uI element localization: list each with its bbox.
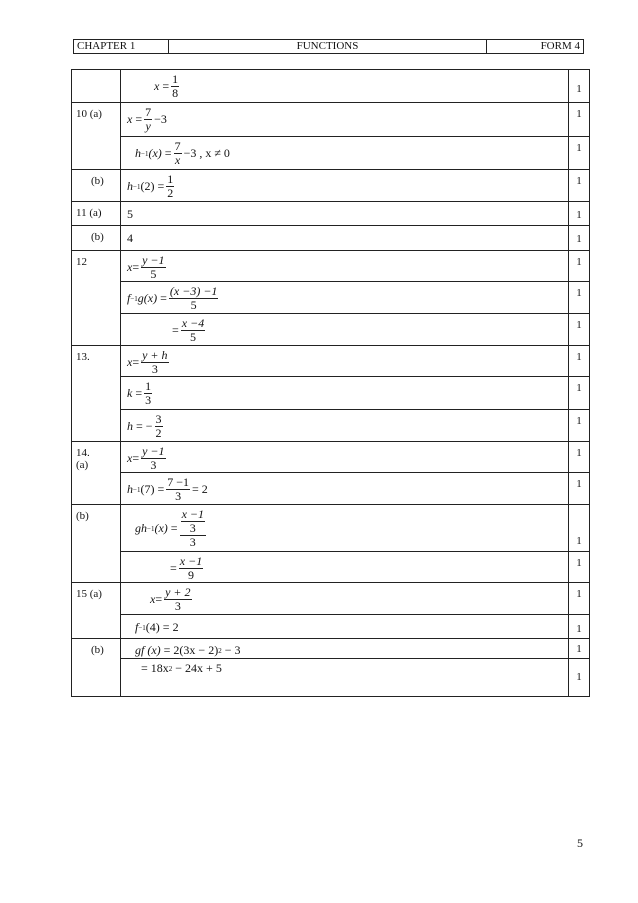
table-row	[72, 70, 590, 103]
marking-scheme-table	[71, 69, 590, 697]
mark: 1	[569, 505, 590, 552]
table-row	[72, 377, 590, 410]
working-cell	[121, 170, 569, 202]
question-number: (b)	[72, 639, 121, 697]
mark: 1	[569, 659, 590, 697]
working-cell	[121, 251, 569, 282]
table-row	[72, 346, 590, 377]
question-number: 13.	[72, 346, 121, 442]
table-row	[72, 639, 590, 659]
mark: 1	[569, 639, 590, 659]
working-cell	[121, 137, 569, 170]
working-cell	[121, 377, 569, 410]
table-row	[72, 282, 590, 314]
mark: 1	[569, 282, 590, 314]
fraction: $\frac{7 -1}{3}$	[167, 475, 190, 503]
expression: x = $\frac{y + 2}{3}$	[150, 585, 191, 613]
page-number: 5	[577, 836, 583, 850]
question-number: (b)	[72, 505, 121, 583]
question-number: 15 (a)	[72, 583, 121, 639]
table-row	[72, 137, 590, 170]
mark: 1	[569, 473, 590, 505]
mark: 1	[569, 442, 590, 473]
table-row	[72, 552, 590, 583]
fraction: $\frac{x -4}{5}$	[181, 316, 205, 344]
fraction: $\frac{7}{x}$	[174, 139, 181, 167]
working-cell	[121, 639, 569, 659]
mark: 1	[569, 226, 590, 251]
expression: h = − $\frac{3}{2}$	[127, 412, 162, 440]
question-number: (b)	[72, 170, 121, 202]
expression: = 18x 2 − 24x + 5	[141, 661, 222, 675]
mark: 1	[569, 251, 590, 282]
expression: = $\frac{x -4}{5}$	[172, 316, 205, 344]
expression: f −1 g(x) = $\frac{(x -3) -1}{5}$	[127, 284, 218, 312]
mark: 1	[569, 615, 590, 639]
working-cell	[121, 552, 569, 583]
table-row	[72, 473, 590, 505]
page-header	[73, 39, 584, 54]
answer-text: 5	[127, 207, 133, 221]
complex-fraction: $\frac{\frac{x -1}{3}}{3}$	[181, 507, 204, 549]
question-number: (b)	[72, 226, 121, 251]
expression: k = $\frac{1}{3}$	[127, 379, 152, 407]
mark: 1	[569, 170, 590, 202]
fraction: $\frac{y -1}{5}$	[142, 253, 165, 281]
working-cell	[121, 103, 569, 137]
working-cell	[121, 70, 569, 103]
mark: 1	[569, 202, 590, 226]
fraction: $\frac{7}{y}$	[145, 105, 152, 133]
mark: 1	[569, 314, 590, 346]
chapter-title: FUNCTIONS	[169, 39, 487, 54]
fraction: $\frac{1}{2}$	[167, 172, 174, 200]
working-cell	[121, 615, 569, 639]
mark: 1	[569, 552, 590, 583]
table-row	[72, 505, 590, 552]
mark: 1	[569, 346, 590, 377]
expression: x = $\frac{y + h}{3}$	[127, 348, 168, 376]
mark: 1	[569, 410, 590, 442]
mark: 1	[569, 103, 590, 137]
expression: h −1 (x) = $\frac{7}{x}$ −3 , x ≠ 0	[135, 139, 230, 167]
working-cell	[121, 473, 569, 505]
expression: h −1 (2) = $\frac{1}{2}$	[127, 172, 174, 200]
working-cell	[121, 505, 569, 552]
mark: 1	[569, 137, 590, 170]
table-row	[72, 583, 590, 615]
fraction: $\frac{1}{3}$	[145, 379, 152, 407]
mark: 1	[569, 583, 590, 615]
fraction: $\frac{y -1}{3}$	[142, 444, 165, 472]
working-cell	[121, 202, 569, 226]
fraction: $\frac{1}{8}$	[172, 72, 179, 100]
table-row	[72, 103, 590, 137]
working-cell	[121, 226, 569, 251]
answer-text: 4	[127, 231, 133, 245]
expression: x = $\frac{1}{8}$	[154, 72, 179, 100]
table-row	[72, 314, 590, 346]
working-cell	[121, 583, 569, 615]
expression: gf (x) = 2(3x − 2) 2 − 3	[135, 643, 241, 657]
expression: = $\frac{x -1}{9}$	[170, 554, 203, 582]
expression: x = $\frac{y -1}{3}$	[127, 444, 165, 472]
question-number-part: (a)	[76, 459, 89, 471]
working-cell	[121, 410, 569, 442]
question-number	[72, 70, 121, 103]
working-cell	[121, 282, 569, 314]
mark: 1	[569, 70, 590, 103]
table-row	[72, 251, 590, 282]
table-row	[72, 659, 590, 697]
mark: 1	[569, 377, 590, 410]
fraction: $\frac{3}{2}$	[155, 412, 162, 440]
table-row	[72, 202, 590, 226]
expression: h −1 (7) = $\frac{7 -1}{3}$ = 2	[127, 475, 208, 503]
table-row	[72, 615, 590, 639]
inner-fraction: $\frac{x -1}{3}$	[181, 507, 204, 535]
table-row	[72, 442, 590, 473]
fraction: $\frac{y + h}{3}$	[142, 348, 168, 376]
fraction: $\frac{x -1}{9}$	[179, 554, 203, 582]
working-cell	[121, 659, 569, 697]
working-cell	[121, 314, 569, 346]
fraction: $\frac{(x -3) -1}{5}$	[169, 284, 218, 312]
working-cell	[121, 346, 569, 377]
expression: x = $\frac{y -1}{5}$	[127, 253, 165, 281]
expression: gh −1 (x) = $\frac{\frac{x -1}{3}}{3}$	[135, 507, 204, 549]
expression: x = $\frac{7}{y}$ −3	[127, 105, 167, 133]
form-label: FORM 4	[487, 39, 584, 54]
question-number: 10 (a)	[72, 103, 121, 170]
table-row	[72, 226, 590, 251]
question-number: 12	[72, 251, 121, 346]
question-number	[72, 442, 121, 505]
question-number-main: 14.	[76, 447, 90, 459]
table-row	[72, 410, 590, 442]
fraction: $\frac{y + 2}{3}$	[165, 585, 191, 613]
question-number: 11 (a)	[72, 202, 121, 226]
expression: f −1 (4) = 2	[135, 620, 179, 634]
table-row	[72, 170, 590, 202]
working-cell	[121, 442, 569, 473]
chapter-label: CHAPTER 1	[73, 39, 169, 54]
